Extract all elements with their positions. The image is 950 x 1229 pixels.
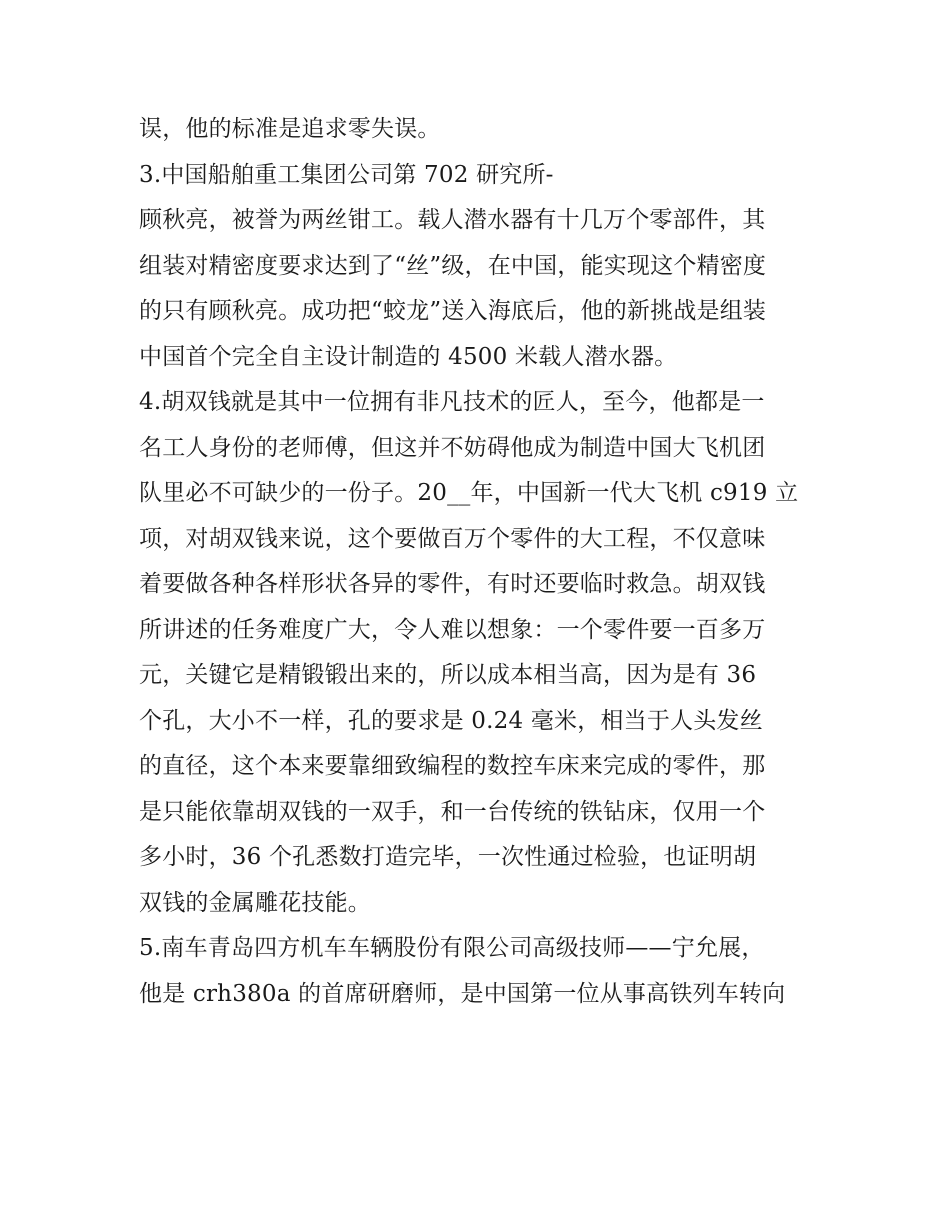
text-line: 个孔，大小不一样，孔的要求是 0.24 毫米，相当于人头发丝 [139,707,763,734]
text-line: 中国首个完全自主设计制造的 4500 米载人潜水器。 [139,343,678,370]
text-line: 他是 crh380a 的首席研磨师，是中国第一位从事高铁列车转向 [139,980,786,1007]
text-line: 着要做各种各样形状各异的零件，有时还要临时救急。胡双钱 [139,571,766,597]
text-line: 多小时，36 个孔悉数打造完毕，一次性通过检验，也证明胡 [139,844,757,870]
text-line: 名工人身份的老师傅，但这并不妨碍他成为制造中国大飞机团 [139,434,766,461]
text-line: 误，他的标准是追求零失误。 [139,116,441,142]
text-line: 项，对胡双钱来说，这个要做百万个零件的大工程，不仅意味 [139,525,766,552]
text-line: 双钱的金属雕花技能。 [139,889,371,916]
text-line: 所讲述的任务难度广大，令人难以想象：一个零件要一百多万 [139,616,766,643]
text-line: 3.中国船舶重工集团公司第 702 研究所- [139,161,554,188]
text-line: 组装对精密度要求达到了“丝”级，在中国，能实现这个精密度 [139,252,767,279]
text-line: 是只能依靠胡双钱的一双手，和一台传统的铁钻床，仅用一个 [139,798,766,825]
text-line: 5.南车青岛四方机车车辆股份有限公司高级技师——宁允展， [139,935,765,961]
text-line: 的只有顾秋亮。成功把“蛟龙”送入海底后，他的新挑战是组装 [139,298,767,324]
text-line: 元，关键它是精锻锻出来的，所以成本相当高，因为是有 36 [139,662,757,688]
text-line: 4.胡双钱就是其中一位拥有非凡技术的匠人，至今，他都是一 [139,389,765,415]
text-line: 队里必不可缺少的一份子。20__年，中国新一代大飞机 c919 立 [139,480,799,506]
text-line: 顾秋亮，被誉为两丝钳工。载人潜水器有十几万个零部件，其 [139,207,766,233]
document-body [139,107,819,1017]
text-line: 的直径，这个本来要靠细致编程的数控车床来完成的零件，那 [139,753,766,779]
